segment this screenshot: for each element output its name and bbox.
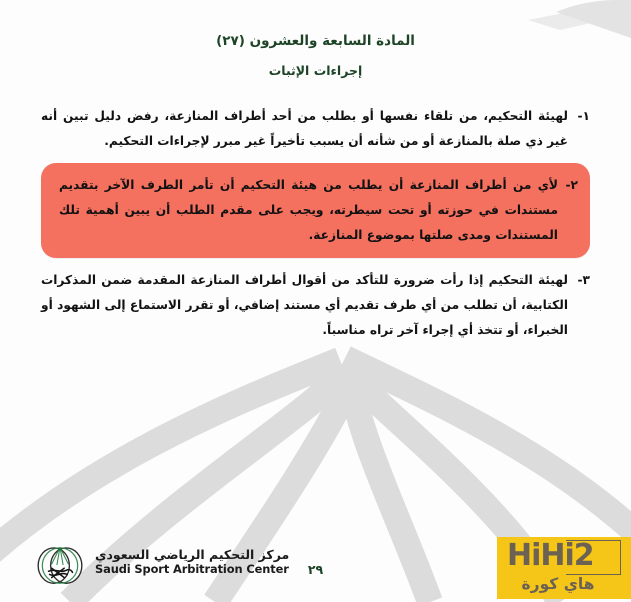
brand-name-arabic: مركز التحكيم الرياضي السعودي	[95, 547, 290, 563]
hihi2-bracket-icon	[566, 540, 621, 575]
hihi2-arabic-name: هاي كورة	[521, 575, 595, 593]
clause-item	[41, 104, 590, 154]
hihi2-wordmark: HiHi2	[507, 538, 594, 573]
clause-text: لهيئة التحكيم، من تلقاء نفسها أو بطلب من أحد أطراف المنازعة، رفض دليل تبين أنه غير ذي صلة بالمنازعة أو من شأنه أن يسبب تأخيراً غير مبرر لإجراءات التحكيم.	[41, 109, 568, 148]
hihi2-watermark-badge	[497, 537, 631, 599]
clause-marker: ٢-	[565, 178, 578, 192]
hihi2-logotype	[507, 538, 623, 574]
clause-text: لأي من أطراف المنازعة أن يطلب من هيئة التحكيم أن تأمر الطرف الآخر بتقديم مستندات في حوزته أو تحت سيطرته، ويجب على مقدم الطلب أن يبين أهمية تلك المستندات ومدى صلتها بموضوع المنازعة.	[59, 178, 558, 242]
clause-list	[41, 104, 590, 352]
brand-name-english: Saudi Sport Arbitration Center	[95, 562, 289, 577]
page-title: المادة السابعة والعشرون (٢٧)	[216, 33, 415, 49]
clause-item-highlighted	[41, 163, 590, 258]
page-number: ٢٩	[307, 562, 324, 577]
clause-marker: ١-	[577, 109, 590, 123]
page-subtitle: إجراءات الإثبات	[268, 63, 363, 78]
clause-marker: ٣-	[577, 273, 590, 287]
clause-item	[41, 268, 590, 343]
clause-text: لهيئة التحكيم إذا رأت ضرورة للتأكد من أقوال أطراف المنازعة المقدمة ضمن المذكرات الكتابية، أن تطلب من أي طرف تقديم أي مستند إضافي، أو تقرر الاستماع إلى الشهود أو الخبراء، أو تتخذ أي إجراء آخر تراه مناسباً.	[41, 273, 568, 337]
document-headings	[0, 32, 631, 80]
